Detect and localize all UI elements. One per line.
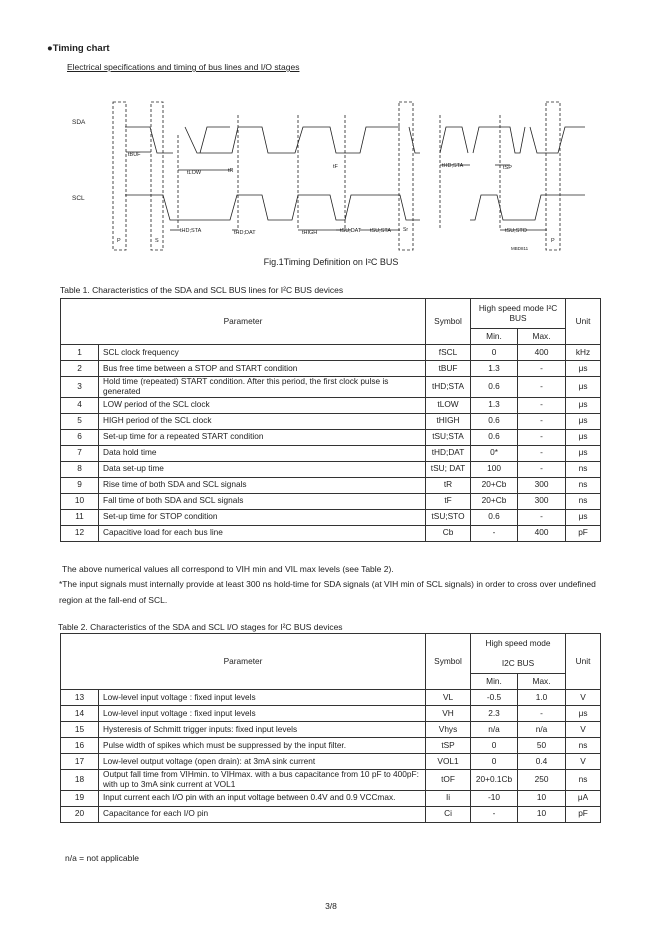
cell-unit: kHz	[566, 345, 601, 361]
cell-no: 20	[61, 806, 99, 822]
t2-header-unit: Unit	[566, 634, 601, 690]
thddat-label: tHD;DAT	[234, 230, 256, 236]
cell-max: 1.0	[518, 690, 566, 706]
cell-max: -	[518, 445, 566, 461]
cell-no: 5	[61, 413, 99, 429]
t1-header-symbol: Symbol	[426, 299, 471, 345]
cell-max: 400	[518, 525, 566, 541]
cell-unit: ns	[566, 770, 601, 791]
table-row	[61, 770, 601, 791]
cell-no: 3	[61, 377, 99, 398]
cell-unit: μA	[566, 790, 601, 806]
cell-sym: tF	[426, 493, 471, 509]
table-row	[61, 754, 601, 770]
tsusta-label: tSU;STA	[370, 228, 391, 234]
cell-max: -	[518, 361, 566, 377]
thigh-label: tHIGH	[302, 230, 318, 236]
cell-param: Hold time (repeated) START condition. After this period, the first clock pulse is generated	[99, 377, 426, 398]
cell-min: -0.5	[471, 690, 518, 706]
cell-sym: Cb	[426, 525, 471, 541]
cell-min: 0.6	[471, 377, 518, 398]
cell-sym: tSP	[426, 738, 471, 754]
cell-no: 2	[61, 361, 99, 377]
cell-min: 0*	[471, 445, 518, 461]
table-row	[61, 690, 601, 706]
cell-unit: V	[566, 754, 601, 770]
cell-max: 400	[518, 345, 566, 361]
thdsta-label: tHD;STA	[442, 163, 464, 169]
table2-caption: Table 2. Characteristics of the SDA and SCL I/O stages for I²C BUS devices	[58, 622, 343, 632]
cell-unit: μs	[566, 429, 601, 445]
cell-sym: Vhys	[426, 722, 471, 738]
cell-no: 12	[61, 525, 99, 541]
cell-unit: μs	[566, 377, 601, 398]
sda-label: SDA	[72, 119, 86, 126]
cell-min: 0	[471, 754, 518, 770]
cell-min: 0	[471, 738, 518, 754]
table-row	[61, 477, 601, 493]
cell-max: 300	[518, 477, 566, 493]
cell-sym: tHIGH	[426, 413, 471, 429]
p-start-label: P	[117, 238, 121, 244]
cell-min: 20+0.1Cb	[471, 770, 518, 791]
table-row	[61, 706, 601, 722]
cell-max: -	[518, 397, 566, 413]
cell-max: 250	[518, 770, 566, 791]
table-row	[61, 509, 601, 525]
cell-sym: fSCL	[426, 345, 471, 361]
cell-no: 16	[61, 738, 99, 754]
t2-header-max: Max.	[518, 674, 566, 690]
cell-sym: tHD;STA	[426, 377, 471, 398]
table-row	[61, 722, 601, 738]
cell-no: 13	[61, 690, 99, 706]
section-subheading: Electrical specifications and timing of bus lines and I/O stages	[67, 62, 300, 72]
cell-no: 11	[61, 509, 99, 525]
cell-no: 7	[61, 445, 99, 461]
table-row	[61, 429, 601, 445]
table-row	[61, 806, 601, 822]
table2	[60, 633, 601, 823]
table-row	[61, 493, 601, 509]
cell-max: 50	[518, 738, 566, 754]
tbuf-label: tBUF	[128, 152, 141, 158]
table1	[60, 298, 601, 542]
table2-note: n/a = not applicable	[65, 853, 139, 863]
table-row	[61, 413, 601, 429]
cell-unit: μs	[566, 361, 601, 377]
s-label: S	[155, 238, 159, 244]
thdsta2-label: tHD;STA	[180, 228, 202, 234]
cell-sym: tOF	[426, 770, 471, 791]
cell-no: 10	[61, 493, 99, 509]
t1-header-unit: Unit	[566, 299, 601, 345]
cell-unit: μs	[566, 413, 601, 429]
cell-min: -	[471, 525, 518, 541]
cell-param: Set-up time for a repeated START condition	[99, 429, 426, 445]
cell-sym: Ci	[426, 806, 471, 822]
table-row	[61, 345, 601, 361]
cell-no: 6	[61, 429, 99, 445]
table-row	[61, 461, 601, 477]
cell-param: Low-level output voltage (open drain): at 3mA sink current	[99, 754, 426, 770]
p-end-label: P	[551, 238, 555, 244]
cell-unit: ns	[566, 477, 601, 493]
cell-unit: μs	[566, 397, 601, 413]
t1-header-min: Min.	[471, 329, 518, 345]
table1-note2: *The input signals must internally provide at least 300 ns hold-time for SDA signals (at VIH min of SCL signals) in order to cross over undefined region at the fall-end of SCL.	[59, 579, 596, 605]
scl-waveform	[125, 195, 585, 220]
cell-min: -10	[471, 790, 518, 806]
table1-note1: The above numerical values all correspond to VIH min and VIL max levels (see Table 2).	[62, 564, 394, 574]
cell-param: Hysteresis of Schmitt trigger inputs: fixed input levels	[99, 722, 426, 738]
cell-max: -	[518, 429, 566, 445]
t1-header-group: High speed mode I²C BUS	[471, 299, 566, 329]
cell-param: Rise time of both SDA and SCL signals	[99, 477, 426, 493]
section-heading: ●Timing chart	[47, 43, 110, 54]
mbd-label: MBD811	[511, 246, 529, 251]
cell-param: Low-level input voltage : fixed input levels	[99, 706, 426, 722]
t2-header-group2: I2C BUS	[501, 657, 535, 668]
cell-unit: ns	[566, 738, 601, 754]
cell-param: Low-level input voltage : fixed input levels	[99, 690, 426, 706]
cell-max: n/a	[518, 722, 566, 738]
cell-min: -	[471, 806, 518, 822]
cell-no: 19	[61, 790, 99, 806]
table-row	[61, 445, 601, 461]
cell-no: 9	[61, 477, 99, 493]
cell-unit: μs	[566, 706, 601, 722]
cell-unit: V	[566, 690, 601, 706]
tsp-label: tSP	[503, 165, 512, 171]
cell-sym: tBUF	[426, 361, 471, 377]
cell-sym: tSU;STO	[426, 509, 471, 525]
cell-param: Fall time of both SDA and SCL signals	[99, 493, 426, 509]
cell-sym: tHD;DAT	[426, 445, 471, 461]
cell-sym: tSU;STA	[426, 429, 471, 445]
cell-sym: VH	[426, 706, 471, 722]
cell-max: -	[518, 377, 566, 398]
t1-header-max: Max.	[518, 329, 566, 345]
cell-param: Capacitive load for each bus line	[99, 525, 426, 541]
table-row	[61, 397, 601, 413]
page-number: 3/8	[325, 901, 337, 911]
cell-no: 18	[61, 770, 99, 791]
tsudat-label: tSU;DAT	[340, 228, 362, 234]
t2-header-group1: High speed mode	[485, 637, 551, 648]
cell-max: 300	[518, 493, 566, 509]
cell-min: 0.6	[471, 413, 518, 429]
cell-unit: V	[566, 722, 601, 738]
cell-sym: tLOW	[426, 397, 471, 413]
table-row	[61, 377, 601, 398]
cell-sym: tR	[426, 477, 471, 493]
cell-unit: μs	[566, 445, 601, 461]
cell-no: 4	[61, 397, 99, 413]
cell-param: HIGH period of the SCL clock	[99, 413, 426, 429]
cell-unit: ns	[566, 461, 601, 477]
cell-min: 0.6	[471, 429, 518, 445]
sr-label: Sr	[403, 227, 408, 233]
cell-max: -	[518, 413, 566, 429]
cell-unit: pF	[566, 525, 601, 541]
t2-header-parameter: Parameter	[61, 634, 426, 690]
cell-param: Data hold time	[99, 445, 426, 461]
cell-sym: VOL1	[426, 754, 471, 770]
cell-param: Pulse width of spikes which must be suppressed by the input filter.	[99, 738, 426, 754]
cell-param: Input current each I/O pin with an input voltage between 0.4V and 0.9 VCCmax.	[99, 790, 426, 806]
sda-waveform	[125, 127, 585, 153]
cell-max: 10	[518, 790, 566, 806]
cell-no: 1	[61, 345, 99, 361]
cell-max: -	[518, 706, 566, 722]
cell-max: 0.4	[518, 754, 566, 770]
t2-header-group	[471, 634, 566, 674]
timing-diagram	[0, 90, 662, 255]
table-row	[61, 361, 601, 377]
cell-sym: VL	[426, 690, 471, 706]
cell-min: 0	[471, 345, 518, 361]
cell-max: -	[518, 509, 566, 525]
tlow-label: tLOW	[187, 170, 202, 176]
cell-min: 20+Cb	[471, 477, 518, 493]
table-row	[61, 525, 601, 541]
cell-param: Output fall time from VIHmin. to VIHmax. with a bus capacitance from 10 pF to 400pF: with up to 3mA sink current at VOL1	[99, 770, 426, 791]
t2-header-symbol: Symbol	[426, 634, 471, 690]
cell-no: 14	[61, 706, 99, 722]
cell-sym: Ii	[426, 790, 471, 806]
t2-header-min: Min.	[471, 674, 518, 690]
cell-param: Bus free time between a STOP and START condition	[99, 361, 426, 377]
cell-no: 15	[61, 722, 99, 738]
cell-min: 1.3	[471, 361, 518, 377]
tf-label: tF	[333, 164, 338, 170]
cell-min: n/a	[471, 722, 518, 738]
cell-min: 2.3	[471, 706, 518, 722]
cell-no: 17	[61, 754, 99, 770]
table-row	[61, 738, 601, 754]
cell-unit: μs	[566, 509, 601, 525]
table1-caption: Table 1. Characteristics of the SDA and SCL BUS lines for I²C BUS devices	[60, 285, 344, 295]
t1-header-parameter: Parameter	[61, 299, 426, 345]
tsusto-label: tSU;STO	[505, 228, 527, 234]
cell-unit: ns	[566, 493, 601, 509]
scl-label: SCL	[72, 195, 85, 202]
cell-max: -	[518, 461, 566, 477]
figure-caption: Fig.1Timing Definition on I²C BUS	[263, 257, 399, 267]
cell-max: 10	[518, 806, 566, 822]
cell-param: Capacitance for each I/O pin	[99, 806, 426, 822]
cell-min: 20+Cb	[471, 493, 518, 509]
cell-param: LOW period of the SCL clock	[99, 397, 426, 413]
cell-no: 8	[61, 461, 99, 477]
tr-label: tR	[228, 168, 234, 174]
cell-param: SCL clock frequency	[99, 345, 426, 361]
cell-min: 0.6	[471, 509, 518, 525]
cell-param: Set-up time for STOP condition	[99, 509, 426, 525]
cell-unit: pF	[566, 806, 601, 822]
table-row	[61, 790, 601, 806]
cell-min: 1.3	[471, 397, 518, 413]
cell-min: 100	[471, 461, 518, 477]
cell-param: Data set-up time	[99, 461, 426, 477]
cell-sym: tSU; DAT	[426, 461, 471, 477]
